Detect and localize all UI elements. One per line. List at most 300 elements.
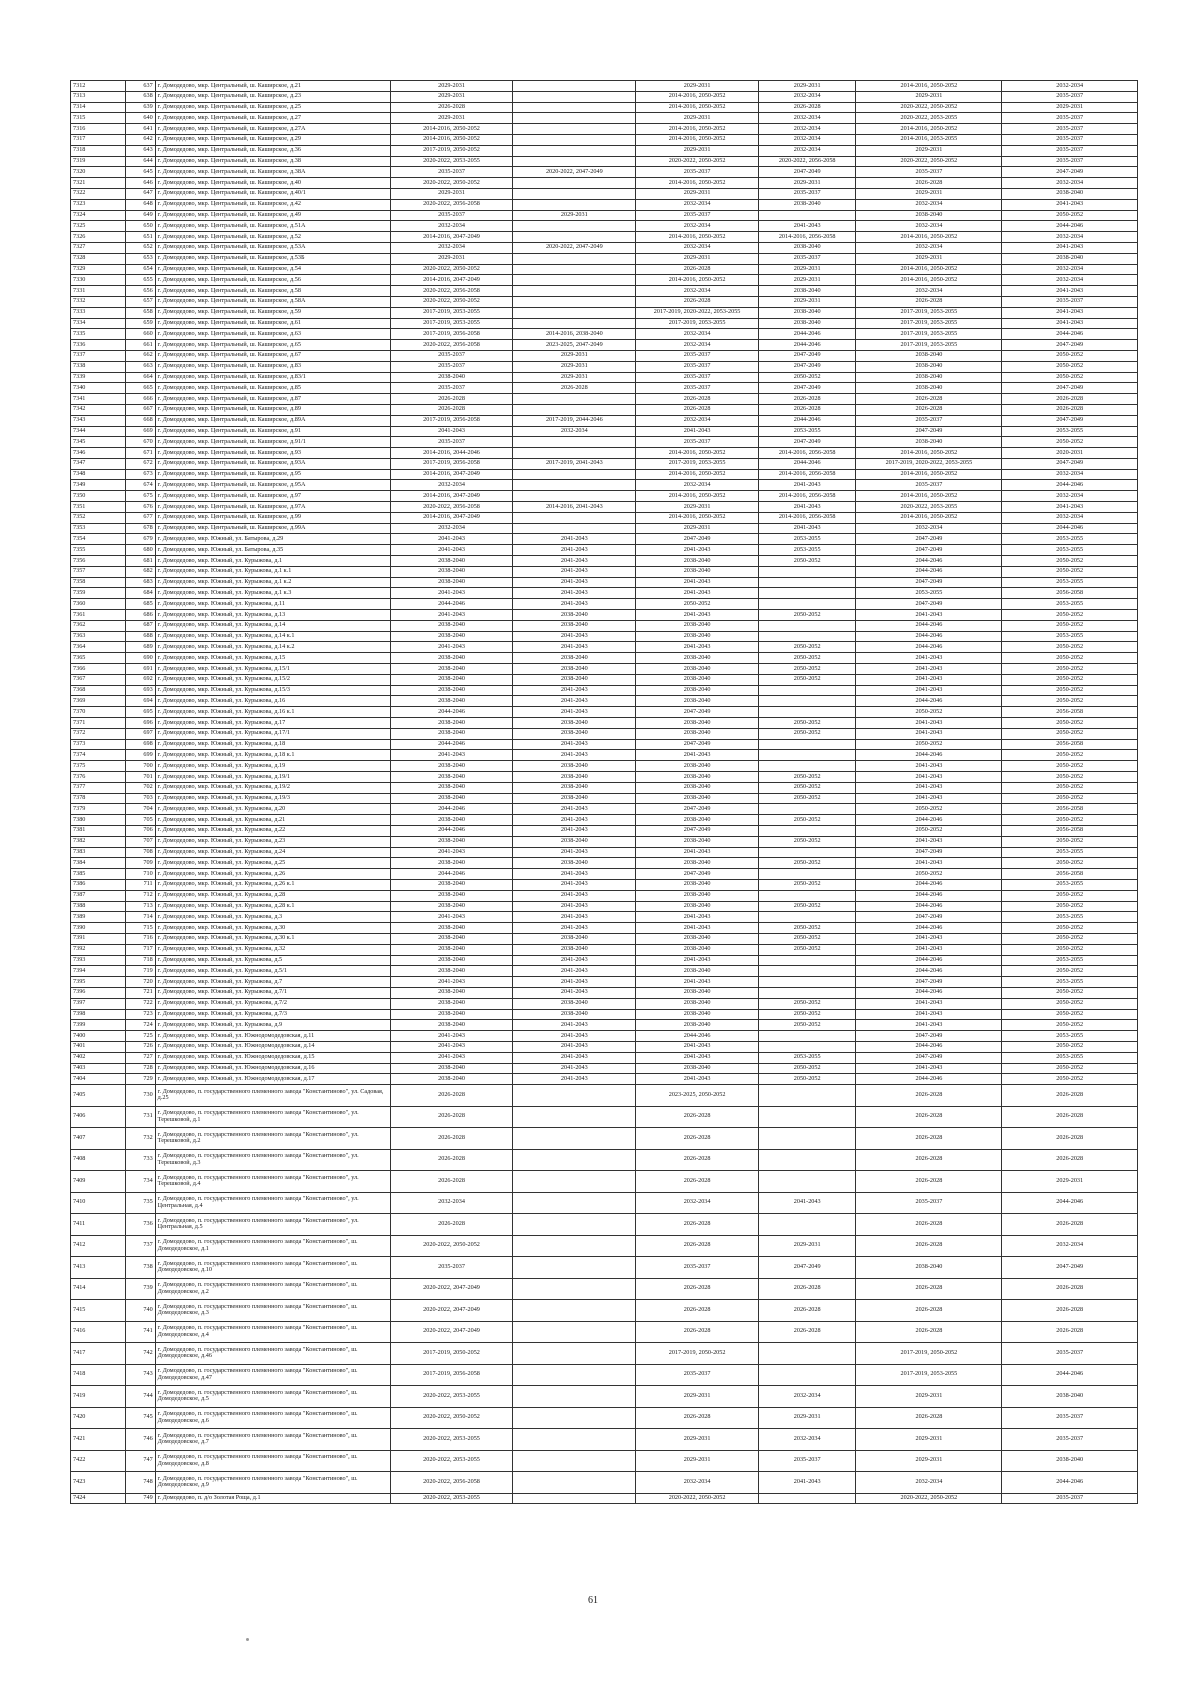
table-cell (513, 188, 636, 199)
table-cell (758, 1149, 855, 1171)
table-cell: 729 (126, 1074, 156, 1085)
table-cell: 2041-2043 (513, 556, 636, 567)
table-row (71, 750, 1138, 761)
table-cell: 2038-2040 (636, 836, 759, 847)
table-cell: 687 (126, 620, 156, 631)
table-cell: 2038-2040 (390, 556, 513, 567)
table-cell: 2032-2034 (636, 1472, 759, 1494)
table-cell: 2044-2046 (856, 879, 1002, 890)
table-cell: 2041-2043 (513, 977, 636, 988)
table-cell: 2017-2019, 2056-2058 (390, 415, 513, 426)
table-row (71, 1085, 1138, 1107)
table-cell: 676 (126, 502, 156, 513)
table-cell: 2026-2028 (856, 296, 1002, 307)
table-cell (758, 210, 855, 221)
table-cell: 2038-2040 (390, 761, 513, 772)
table-cell: г. Домодедово, мкр. Южный, ул. Курыжова, д.26 (155, 869, 390, 880)
table-cell: 2044-2046 (1002, 480, 1138, 491)
table-row (71, 772, 1138, 783)
table-cell: 2029-2031 (513, 210, 636, 221)
table-cell: 7420 (71, 1407, 126, 1429)
table-cell: 646 (126, 178, 156, 189)
table-cell: 2050-2052 (758, 556, 855, 567)
table-cell: 2056-2058 (1002, 739, 1138, 750)
table-cell: 2050-2052 (758, 610, 855, 621)
table-cell: 2041-2043 (636, 847, 759, 858)
table-cell: г. Домодедово, мкр. Южный, ул. Курыжова, д.26 к.1 (155, 879, 390, 890)
table-cell (513, 448, 636, 459)
table-cell: 7374 (71, 750, 126, 761)
table-cell: 2032-2034 (636, 329, 759, 340)
table-cell: 2041-2043 (390, 610, 513, 621)
table-cell: 2050-2052 (856, 869, 1002, 880)
table-cell: г. Домодедово, мкр. Южный, ул. Южнодомодедовская, д.17 (155, 1074, 390, 1085)
table-cell: 2020-2022, 2047-2049 (390, 1300, 513, 1322)
table-cell: 2038-2040 (513, 610, 636, 621)
table-cell: 657 (126, 296, 156, 307)
table-cell: 661 (126, 340, 156, 351)
table-cell: 691 (126, 664, 156, 675)
table-cell: 2035-2037 (1002, 296, 1138, 307)
table-cell: 2020-2022, 2056-2058 (390, 199, 513, 210)
table-cell: 2038-2040 (390, 998, 513, 1009)
table-cell: 2038-2040 (513, 761, 636, 772)
table-cell: 683 (126, 577, 156, 588)
table-cell: 7377 (71, 782, 126, 793)
table-cell: 2026-2028 (856, 1214, 1002, 1236)
table-cell: 2038-2040 (1002, 1386, 1138, 1408)
table-cell: г. Домодедово, п. государственного племенного завода "Константиново", ш. Домодедовское, д.5 (155, 1386, 390, 1408)
table-cell: 662 (126, 350, 156, 361)
table-cell: 2050-2052 (1002, 793, 1138, 804)
table-cell: г. Домодедово, мкр. Южный, ул. Курыжова, д.20 (155, 804, 390, 815)
table-cell: г. Домодедово, мкр. Центральный, ш. Каширское, д.95А (155, 480, 390, 491)
table-cell: г. Домодедово, мкр. Южный, ул. Курыжова, д.16 к.1 (155, 707, 390, 718)
table-cell: г. Домодедово, п. государственного племенного завода "Константиново", ул. Центральная, д.4 (155, 1192, 390, 1214)
table-cell: 2041-2043 (513, 923, 636, 934)
table-cell: г. Домодедово, мкр. Южный, ул. Курыжова, д.13 (155, 610, 390, 621)
table-cell: 7321 (71, 178, 126, 189)
table-cell: 2050-2052 (1002, 1009, 1138, 1020)
table-row (71, 91, 1138, 102)
table-cell: 7360 (71, 599, 126, 610)
table-cell: г. Домодедово, мкр. Южный, ул. Курыжова, д.30 (155, 923, 390, 934)
table-cell: 2026-2028 (636, 1235, 759, 1257)
table-cell: 2047-2049 (636, 739, 759, 750)
table-cell: 2047-2049 (1002, 167, 1138, 178)
table-cell: 2032-2034 (390, 480, 513, 491)
table-cell (758, 804, 855, 815)
table-cell: 7382 (71, 836, 126, 847)
table-cell: 2050-2052 (1002, 566, 1138, 577)
table-cell: 2044-2046 (390, 825, 513, 836)
table-cell: 7399 (71, 1020, 126, 1031)
table-cell (758, 912, 855, 923)
table-cell: 7328 (71, 253, 126, 264)
table-cell: 2038-2040 (636, 631, 759, 642)
table-cell: 2050-2052 (758, 664, 855, 675)
table-cell: 2041-2043 (636, 577, 759, 588)
table-cell: 2047-2049 (856, 426, 1002, 437)
table-cell: 7408 (71, 1149, 126, 1171)
table-cell: 2026-2028 (856, 1149, 1002, 1171)
table-cell: 2026-2028 (390, 404, 513, 415)
table-cell: 2032-2034 (1002, 264, 1138, 275)
table-row (71, 674, 1138, 685)
table-cell: 2050-2052 (758, 836, 855, 847)
table-cell: 701 (126, 772, 156, 783)
table-cell: 644 (126, 156, 156, 167)
table-cell: г. Домодедово, мкр. Центральный, ш. Каширское, д.27 (155, 113, 390, 124)
table-cell: 2026-2028 (390, 1214, 513, 1236)
table-cell: 2017-2019, 2050-2052 (390, 145, 513, 156)
table-cell: г. Домодедово, мкр. Южный, ул. Батырова, д.29 (155, 534, 390, 545)
table-cell: г. Домодедово, мкр. Центральный, ш. Каширское, д.53А (155, 242, 390, 253)
table-cell: 2026-2028 (1002, 1128, 1138, 1150)
table-cell: 2029-2031 (390, 91, 513, 102)
table-row (71, 825, 1138, 836)
table-cell: 2026-2028 (390, 1149, 513, 1171)
table-cell: 2041-2043 (856, 718, 1002, 729)
table-cell: 2053-2055 (1002, 426, 1138, 437)
table-row (71, 610, 1138, 621)
table-cell: 2017-2019, 2020-2022, 2053-2055 (856, 458, 1002, 469)
table-cell: г. Домодедово, мкр. Центральный, ш. Каширское, д.56 (155, 275, 390, 286)
table-cell: г. Домодедово, мкр. Центральный, ш. Каширское, д.63 (155, 329, 390, 340)
table-cell: 2041-2043 (513, 739, 636, 750)
table-cell: 732 (126, 1128, 156, 1150)
table-cell: 2026-2028 (390, 1171, 513, 1193)
table-cell: 2041-2043 (390, 642, 513, 653)
table-cell (513, 1407, 636, 1429)
table-cell: 2056-2058 (1002, 804, 1138, 815)
table-row (71, 987, 1138, 998)
table-cell: 2014-2016, 2050-2052 (856, 124, 1002, 135)
table-cell: 2041-2043 (513, 804, 636, 815)
table-cell: 2041-2043 (513, 599, 636, 610)
table-cell (758, 707, 855, 718)
table-row (71, 1020, 1138, 1031)
table-cell: 2053-2055 (1002, 599, 1138, 610)
table-cell: 2041-2043 (513, 1052, 636, 1063)
table-row (71, 1450, 1138, 1472)
table-cell: 2041-2043 (636, 923, 759, 934)
table-cell (758, 890, 855, 901)
table-cell: 2035-2037 (1002, 1343, 1138, 1365)
table-cell: 7418 (71, 1364, 126, 1386)
table-cell: 2035-2037 (758, 1450, 855, 1472)
table-cell (513, 1235, 636, 1257)
table-cell (513, 512, 636, 523)
table-cell: 2050-2052 (1002, 772, 1138, 783)
table-cell: 650 (126, 221, 156, 232)
table-cell: 2050-2052 (1002, 944, 1138, 955)
table-cell: 7369 (71, 696, 126, 707)
table-cell: 2053-2055 (758, 534, 855, 545)
table-cell: 2038-2040 (390, 858, 513, 869)
table-cell: 2050-2052 (758, 718, 855, 729)
table-cell: 2032-2034 (1002, 1235, 1138, 1257)
table-cell: г. Домодедово, мкр. Центральный, ш. Каширское, д.38 (155, 156, 390, 167)
table-row (71, 1300, 1138, 1322)
table-cell: 2029-2031 (856, 1386, 1002, 1408)
table-cell: 7423 (71, 1472, 126, 1494)
table-cell: 744 (126, 1386, 156, 1408)
table-cell: 2041-2043 (636, 610, 759, 621)
table-cell: 2053-2055 (1002, 534, 1138, 545)
table-cell: 2041-2043 (513, 815, 636, 826)
table-cell: 2026-2028 (1002, 1106, 1138, 1128)
table-cell: 2044-2046 (856, 696, 1002, 707)
table-cell: г. Домодедово, мкр. Центральный, ш. Каширское, д.93А (155, 458, 390, 469)
table-cell: 7411 (71, 1214, 126, 1236)
table-cell: 2053-2055 (1002, 847, 1138, 858)
table-cell: г. Домодедово, мкр. Южный, ул. Батырова, д.35 (155, 545, 390, 556)
table-cell: г. Домодедово, мкр. Центральный, ш. Каширское, д.89 (155, 404, 390, 415)
table-cell: 2020-2022, 2056-2058 (390, 502, 513, 513)
table-cell: 7371 (71, 718, 126, 729)
table-cell: 2041-2043 (513, 696, 636, 707)
table-cell: 2050-2052 (758, 1074, 855, 1085)
table-cell: 2050-2052 (758, 815, 855, 826)
table-cell: 2026-2028 (636, 1214, 759, 1236)
table-cell: г. Домодедово, мкр. Центральный, ш. Каширское, д.27А (155, 124, 390, 135)
table-cell: 2035-2037 (636, 210, 759, 221)
table-cell: 736 (126, 1214, 156, 1236)
table-cell: 2038-2040 (390, 577, 513, 588)
table-cell: 7339 (71, 372, 126, 383)
table-cell: 2050-2052 (1002, 890, 1138, 901)
table-row (71, 998, 1138, 1009)
table-cell: 2026-2028 (758, 102, 855, 113)
table-cell: 2014-2016, 2050-2052 (636, 134, 759, 145)
table-row (71, 491, 1138, 502)
table-cell: 670 (126, 437, 156, 448)
table-cell: 2038-2040 (636, 761, 759, 772)
table-cell: 741 (126, 1321, 156, 1343)
table-cell (513, 1386, 636, 1408)
table-cell: 2020-2022, 2056-2058 (390, 340, 513, 351)
table-cell: 2017-2019, 2056-2058 (390, 458, 513, 469)
table-cell: 2020-2022, 2056-2058 (390, 1472, 513, 1494)
table-cell: 2041-2043 (513, 545, 636, 556)
table-row (71, 761, 1138, 772)
table-row (71, 631, 1138, 642)
table-row (71, 664, 1138, 675)
table-cell: 7365 (71, 653, 126, 664)
table-cell: 2014-2016, 2047-2049 (390, 491, 513, 502)
table-cell: 2038-2040 (636, 718, 759, 729)
table-cell: 2014-2016, 2050-2052 (636, 512, 759, 523)
table-cell: 2041-2043 (513, 847, 636, 858)
table-cell: 2029-2031 (513, 361, 636, 372)
table-cell: 723 (126, 1009, 156, 1020)
table-cell: 7316 (71, 124, 126, 135)
table-row (71, 1031, 1138, 1042)
table-cell: 2017-2019, 2053-2055 (636, 318, 759, 329)
table-cell: 739 (126, 1278, 156, 1300)
table-cell: 737 (126, 1235, 156, 1257)
repair-schedule-table (70, 80, 1138, 1504)
table-cell (513, 523, 636, 534)
table-cell: 2029-2031 (856, 1450, 1002, 1472)
table-cell: 640 (126, 113, 156, 124)
table-cell: 2029-2031 (1002, 102, 1138, 113)
table-cell: 2020-2022, 2050-2052 (390, 1407, 513, 1429)
table-cell: 2047-2049 (758, 383, 855, 394)
table-cell: 2053-2055 (1002, 977, 1138, 988)
table-cell (513, 296, 636, 307)
table-cell: 2032-2034 (1002, 178, 1138, 189)
table-cell (758, 739, 855, 750)
table-cell: 2029-2031 (513, 350, 636, 361)
table-row (71, 879, 1138, 890)
table-cell: 2017-2019, 2056-2058 (390, 1364, 513, 1386)
table-cell: 7422 (71, 1450, 126, 1472)
table-cell: 2050-2052 (636, 599, 759, 610)
table-cell: 2047-2049 (636, 804, 759, 815)
table-cell: 2047-2049 (856, 577, 1002, 588)
table-cell: 655 (126, 275, 156, 286)
table-cell: г. Домодедово, мкр. Южный, ул. Курыжова, д.11 (155, 599, 390, 610)
table-cell: 2050-2052 (1002, 718, 1138, 729)
table-cell: 2050-2052 (758, 858, 855, 869)
table-row (71, 221, 1138, 232)
table-cell: 2026-2028 (758, 394, 855, 405)
table-cell: 748 (126, 1472, 156, 1494)
table-cell: 2038-2040 (856, 372, 1002, 383)
table-cell: 651 (126, 232, 156, 243)
table-cell (513, 1128, 636, 1150)
table-cell: 2038-2040 (390, 923, 513, 934)
table-cell: 7424 (71, 1493, 126, 1504)
table-row (71, 307, 1138, 318)
table-cell: 2026-2028 (758, 404, 855, 415)
table-cell (513, 469, 636, 480)
table-cell: 2044-2046 (856, 556, 1002, 567)
table-row (71, 1128, 1138, 1150)
table-cell: 2053-2055 (1002, 879, 1138, 890)
table-cell: 2050-2052 (758, 998, 855, 1009)
table-cell: 7331 (71, 286, 126, 297)
table-cell: 2017-2019, 2053-2055 (636, 458, 759, 469)
table-cell: г. Домодедово, мкр. Южный, ул. Курыжова, д.3 (155, 912, 390, 923)
table-cell (758, 566, 855, 577)
table-cell: 2026-2028 (856, 1407, 1002, 1429)
page-number: 61 (588, 1595, 598, 1606)
table-cell: 2032-2034 (758, 1386, 855, 1408)
table-cell: 2035-2037 (1002, 1429, 1138, 1451)
table-cell: г. Домодедово, п. государственного племенного завода "Константиново", ш. Домодедовское, д.7 (155, 1429, 390, 1451)
table-cell: 643 (126, 145, 156, 156)
table-cell: г. Домодедово, мкр. Центральный, ш. Каширское, д.83 (155, 361, 390, 372)
table-cell: 745 (126, 1407, 156, 1429)
table-row (71, 145, 1138, 156)
table-cell: 2047-2049 (636, 534, 759, 545)
table-cell: 2047-2049 (856, 847, 1002, 858)
table-row (71, 869, 1138, 880)
table-cell (513, 102, 636, 113)
table-cell: 660 (126, 329, 156, 340)
table-cell: 7388 (71, 901, 126, 912)
table-cell: г. Домодедово, мкр. Центральный, ш. Каширское, д.42 (155, 199, 390, 210)
table-row (71, 340, 1138, 351)
table-cell: 7358 (71, 577, 126, 588)
table-cell: 2038-2040 (636, 1009, 759, 1020)
table-cell: г. Домодедово, мкр. Южный, ул. Курыжова, д.7/3 (155, 1009, 390, 1020)
table-cell (513, 1214, 636, 1236)
table-cell: 2041-2043 (513, 631, 636, 642)
table-cell: 7315 (71, 113, 126, 124)
table-row (71, 469, 1138, 480)
table-cell: 2029-2031 (636, 502, 759, 513)
table-cell: 2050-2052 (1002, 653, 1138, 664)
table-cell: г. Домодедово, мкр. Южный, ул. Курыжова, д.21 (155, 815, 390, 826)
table-cell: 2026-2028 (636, 394, 759, 405)
table-cell: 2041-2043 (856, 793, 1002, 804)
table-cell: 2038-2040 (513, 836, 636, 847)
table-cell: г. Домодедово, мкр. Центральный, ш. Каширское, д.23 (155, 91, 390, 102)
table-cell: 2038-2040 (513, 772, 636, 783)
table-cell: 7386 (71, 879, 126, 890)
table-cell: 7352 (71, 512, 126, 523)
table-cell: 685 (126, 599, 156, 610)
table-cell: 2038-2040 (390, 1020, 513, 1031)
table-cell: г. Домодедово, мкр. Центральный, ш. Каширское, д.52 (155, 232, 390, 243)
table-cell: 2035-2037 (390, 361, 513, 372)
table-cell: г. Домодедово, мкр. Южный, ул. Курыжова, д.19 (155, 761, 390, 772)
table-cell: 2017-2019, 2053-2055 (856, 340, 1002, 351)
table-cell: 642 (126, 134, 156, 145)
table-row (71, 178, 1138, 189)
table-cell: 2050-2052 (1002, 350, 1138, 361)
table-cell: 709 (126, 858, 156, 869)
table-cell: 653 (126, 253, 156, 264)
table-cell: 2038-2040 (636, 879, 759, 890)
table-cell: 734 (126, 1171, 156, 1193)
table-cell (513, 275, 636, 286)
table-row (71, 167, 1138, 178)
table-cell: 2038-2040 (636, 782, 759, 793)
table-row (71, 534, 1138, 545)
table-cell: г. Домодедово, мкр. Центральный, ш. Каширское, д.58А (155, 296, 390, 307)
table-cell: 2038-2040 (636, 858, 759, 869)
table-cell: 2026-2028 (636, 1278, 759, 1300)
table-cell: 2026-2028 (758, 1278, 855, 1300)
table-cell (758, 977, 855, 988)
table-cell: 735 (126, 1192, 156, 1214)
table-cell: 7364 (71, 642, 126, 653)
table-cell: 2038-2040 (636, 728, 759, 739)
table-cell: 2050-2052 (758, 772, 855, 783)
table-cell: 2050-2052 (1002, 674, 1138, 685)
table-cell: 712 (126, 890, 156, 901)
table-cell: 2041-2043 (390, 912, 513, 923)
table-cell: 7380 (71, 815, 126, 826)
table-row (71, 1192, 1138, 1214)
table-cell: г. Домодедово, мкр. Центральный, ш. Каширское, д.40 (155, 178, 390, 189)
table-cell (758, 1214, 855, 1236)
table-cell: г. Домодедово, мкр. Центральный, ш. Каширское, д.99А (155, 523, 390, 534)
table-cell (758, 1085, 855, 1107)
table-cell: 2041-2043 (856, 944, 1002, 955)
table-cell: 2014-2016, 2047-2049 (390, 512, 513, 523)
table-row (71, 1257, 1138, 1279)
table-cell: 2032-2034 (856, 286, 1002, 297)
table-row (71, 404, 1138, 415)
table-cell: 2050-2052 (1002, 923, 1138, 934)
table-cell (513, 318, 636, 329)
